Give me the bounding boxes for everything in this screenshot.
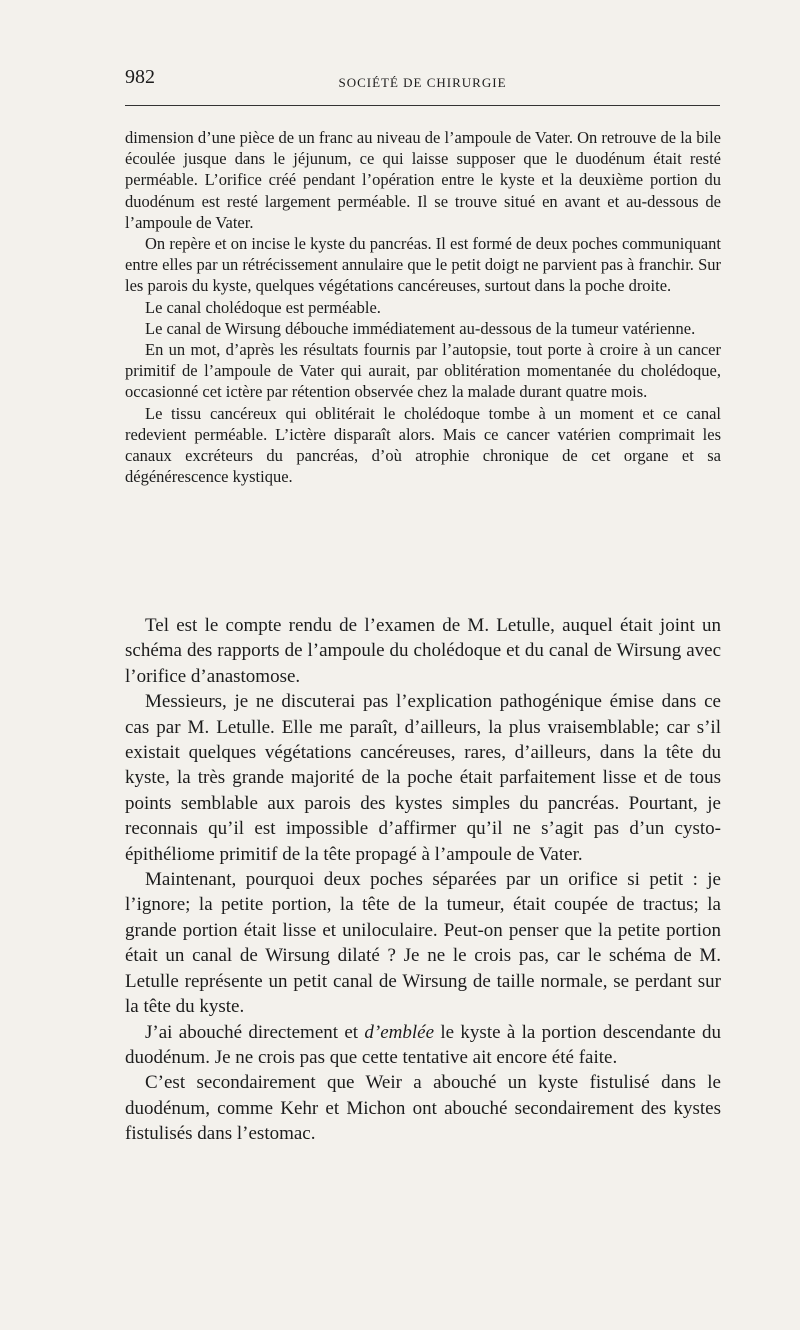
main-paragraph: C’est secondairement que Weir a abouché un kyste fistulisé dans le duodénum, comme Kehr et Michon ont abouché secondairement des kystes fistulisés dans l’estomac.: [125, 1072, 721, 1145]
autopsy-report: [125, 127, 721, 487]
main-paragraph: Maintenant, pourquoi deux poches séparées par un orifice si petit : je l’ignore; la petite portion, la tête de la tumeur, était coupée de tractus; la grande portion était lisse et uniloculaire. Peut-on penser que la petite portion était un canal de Wirsung dilaté ? Je ne le crois pas, car le schéma de M. Letulle représente un petit canal de Wirsung de taille normale, se perdant sur la tête du kyste.: [125, 869, 721, 1018]
p4-text-b: le kyste à la portion descendante du duodénum. Je ne crois pas que cette tentative ait encore été faite.: [125, 1021, 722, 1068]
report-paragraph: Le canal de Wirsung débouche immédiatement au-dessous de la tumeur vatérienne.: [145, 318, 696, 338]
p4-italic: d’emblée: [364, 1021, 435, 1043]
report-paragraph: dimension d’une pièce de un franc au niveau de l’ampoule de Vater. On retrouve de la bile écoulée jusque dans le jéjunum, ce qui laisse supposer que le duodénum était resté perméable. L’orifice créé pendant l’opération entre le kyste et la deuxième portion du duodénum est resté largement perméable. Il se trouve situé en avant et au-dessous de l’ampoule de Vater.: [125, 128, 721, 232]
report-paragraph: On repère et on incise le kyste du pancréas. Il est formé de deux poches communiquant entre elles par un rétrécissement annulaire que le petit doigt ne parvient pas à franchir. Sur les parois du kyste, quelques végétations cancéreuses, surtout dans la poche droite.: [125, 234, 721, 296]
header-rule: [125, 105, 720, 106]
running-title: SOCIÉTÉ DE CHIRURGIE: [338, 75, 507, 90]
report-paragraph: Le canal cholédoque est perméable.: [145, 297, 381, 317]
page-number: 982: [125, 66, 155, 88]
page-header: [125, 66, 720, 96]
main-paragraph: Tel est le compte rendu de l’examen de M. Letulle, auquel était joint un schéma des rapports de l’ampoule du cholédoque et du canal de Wirsung avec l’orifice d’anastomose.: [125, 615, 721, 687]
main-text: [125, 613, 721, 1147]
main-paragraph: Messieurs, je ne discuterai pas l’explication pathogénique émise dans ce cas par M. Letulle. Elle me paraît, d’ailleurs, la plus vraisemblable; car s’il existait quelques végétations cancéreuses, rares, d’ailleurs, dans la tête du kyste, la très grande majorité de la poche était parfaitement lisse et de tous points semblable aux parois des kystes simples du pancréas. Pourtant, je reconnais qu’il est impossible d’affirmer qu’il ne s’agit pas d’un cysto-épithéliome primitif de la tête propagé à l’ampoule de Vater.: [125, 691, 721, 865]
report-paragraph: Le tissu cancéreux qui oblitérait le cholédoque tombe à un moment et ce canal redevient perméable. L’ictère disparaît alors. Mais ce cancer vatérien comprimait les canaux excréteurs du pancréas, d’où atrophie chronique de cet organe et sa dégénérescence kystique.: [125, 403, 721, 487]
report-paragraph: En un mot, d’après les résultats fournis par l’autopsie, tout porte à croire à un cancer primitif de l’ampoule de Vater qui aurait, par oblitération momentanée du cholédoque, occasionné cet ictère par rétention observée chez la malade durant quatre mois.: [125, 340, 721, 402]
p4-text-a: J’ai abouché directement et: [145, 1021, 365, 1043]
main-paragraph: [125, 1020, 721, 1071]
